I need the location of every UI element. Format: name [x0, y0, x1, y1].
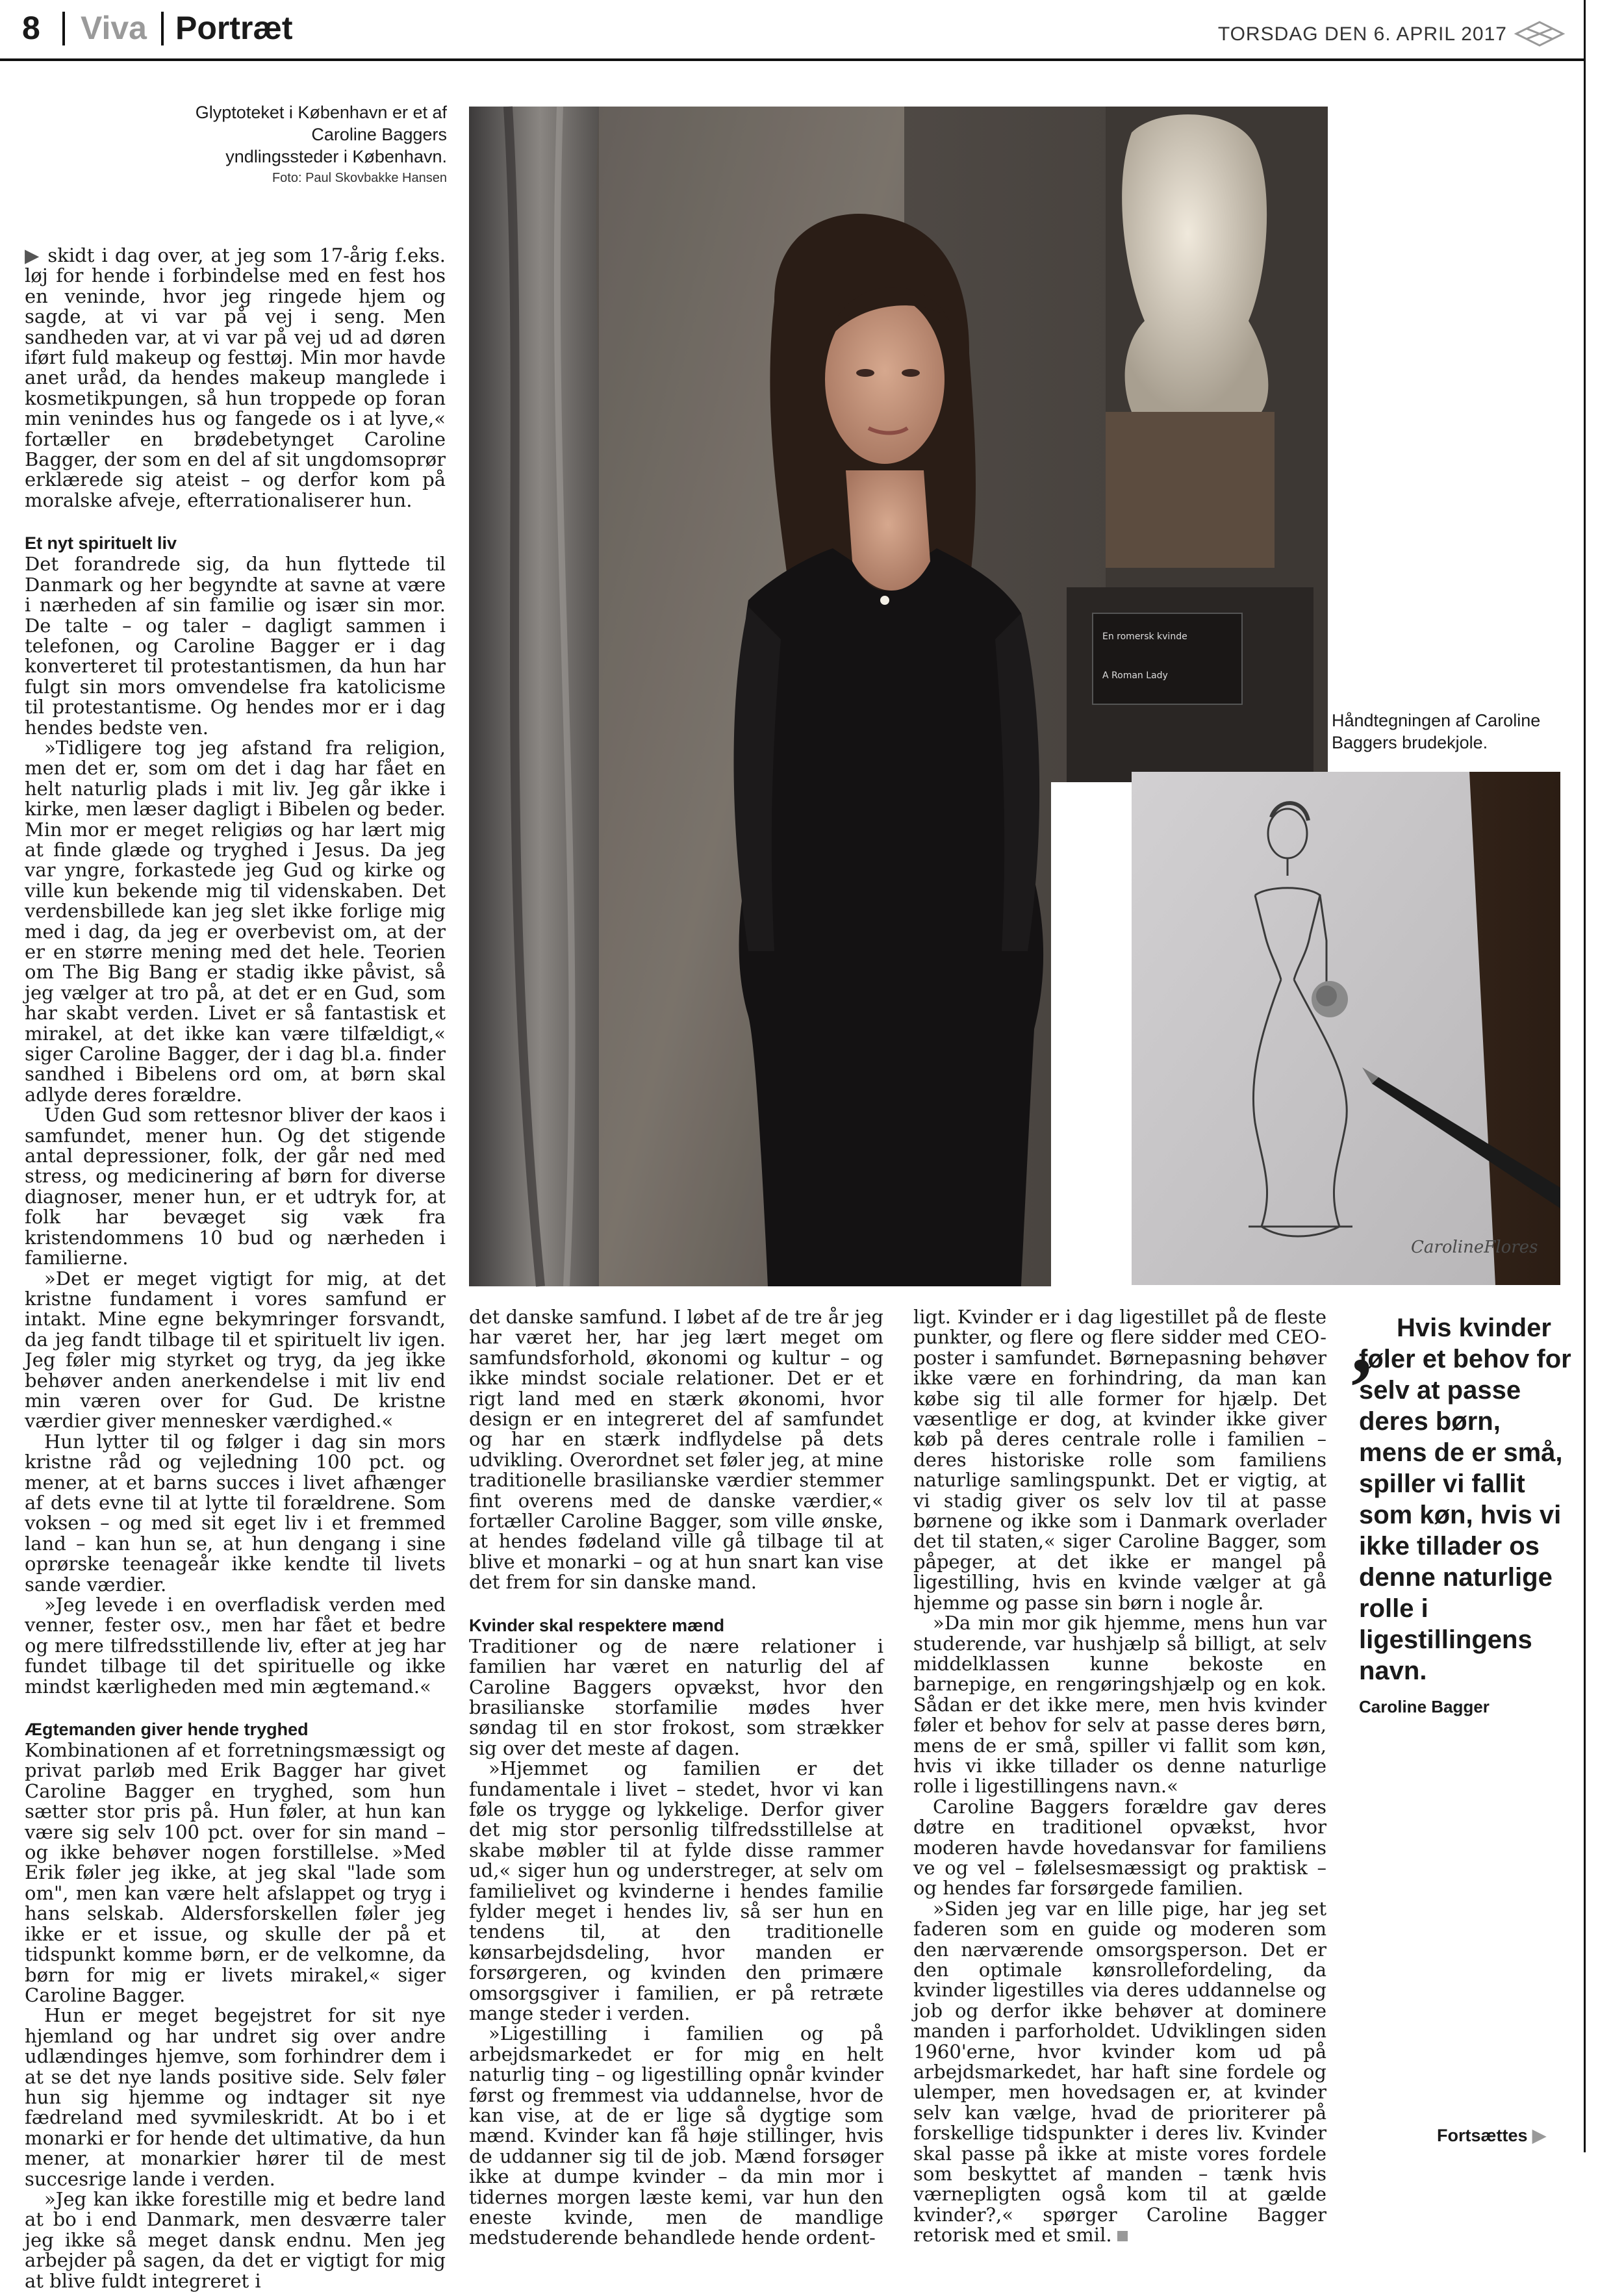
article-column-2	[469, 1307, 883, 2248]
page-header	[0, 0, 1624, 60]
article-column-3	[913, 1307, 1326, 2246]
newspaper-logo-icon	[1514, 19, 1566, 48]
article-end-mark	[1117, 2231, 1128, 2241]
pull-quote-attribution: Caroline Bagger	[1359, 1697, 1490, 1716]
quote-mark-icon: ,	[1351, 1297, 1373, 1391]
sketch-photo	[1132, 772, 1560, 1285]
paragraph: Kombinationen af et forretningsmæssigt og privat parløb med Erik Bagger har givet Caroline Bagger en tryghed, som hun sætter stor pris på. Hun føler, at hun kan være sig selv 100 pct. over for sin mand – og ikke behøver nogen forstillelse. »Med Erik føler jeg ikke, at jeg skal "lade som om", men kan være helt afslappet og tryg i hans selskab. Aldersforskellen føler jeg ikke er et issue, og skulle der på et tidspunkt komme børn, er de velkomne, da børn for mig er livets mirakel,« siger Caroline Bagger.	[25, 1739, 446, 2006]
caption-text: Glyptoteket i København er et af Caroline Baggers yndlingssteder i København.	[195, 103, 447, 166]
header-divider	[62, 12, 65, 45]
right-border-rule	[1584, 0, 1586, 2152]
paragraph: »Jeg kan ikke forestille mig et bedre land at bo i end Danmark, men desværre taler jeg ikke så meget dansk endnu. Men jeg arbejder på sagen, da det er vigtigt for mig at blive fuldt integreret i	[25, 2187, 446, 2292]
paragraph: Hun lytter til og følger i dag sin mors kristne råd og vejledning 100 pct. og mener, at et barns succes i livet afhænger af dets evne til at lytte til forældrene. Som voksen – og med sit eget liv i et fremmed land – kan hun se, at hun dengang i sine oprørske teenageår ikke kendte til livets sande værdier.	[25, 1430, 446, 1596]
article-column-1	[25, 246, 446, 2291]
section-name: Viva	[81, 10, 147, 46]
header-divider	[161, 12, 164, 45]
subheading: Et nyt spirituelt liv	[25, 533, 177, 554]
pull-quote-text: Hvis kvinder føler et behov for selv at passe deres børn, mens de er små, spiller vi fallit som køn, hvis vi ikke tillader os denne naturlige rolle i ligestillingens navn.	[1359, 1314, 1571, 1685]
paragraph: Hun er meget begejstret for sit nye hjemland og har undret sig over andre udlændinges hjemve, som forhindrer dem i at se det nye lands positive side. Selv føler hun sig hjemme og indtager sit nye fædreland med syvmileskridt. At bo i et monarki er for hende det ultimative, da hun mener, at monarkier hører til de mest succesrige lande i verden.	[25, 2004, 446, 2190]
paragraph: »Det er meget vigtigt for mig, at det kristne fundament i vores samfund er intakt. Mine egne bekymringer forsvandt, da jeg fandt tilbage til et spirituelt liv igen. Jeg føler mig styrket og tryg, da jeg ikke behøver anden anerkendelse i mit liv end min væren over for Gud. De kristne værdier giver mennesker værdighed.«	[25, 1267, 446, 1433]
continued-arrow-icon: ▶	[25, 244, 48, 266]
continued-text: Fortsættes	[1437, 2126, 1528, 2145]
subheading: Kvinder skal respektere mænd	[469, 1615, 725, 1635]
paragraph: »Ligestilling i familien og på arbejdsmarkedet er for mig en helt naturlig ting – og ligestilling opnår kvinder først og fremmest via uddannelse, hvor de kan vise, at de er lige så dygtige som mænd. Kvinder kan få høje stillinger, hvis de uddanner sig til de job. Mænd forsøger ikke at dumpe kvinder – da min mor i tidernes morgen læste kemi, var hun den eneste kvinde, men de mandlige medstuderende behandlede hende ordent-	[469, 2022, 883, 2249]
plaque-subtitle: A Roman Lady	[1102, 670, 1168, 681]
subheading: Ægtemanden giver hende tryghed	[25, 1720, 309, 1740]
paragraph: »Tidligere tog jeg afstand fra religion, men det er, som om det i dag har fået en helt naturlig plads i mit liv. Jeg går ikke i kirke, men læser dagligt i Bibelen og beder. Min mor er meget religiøs og har lært mig at finde glæde og tryghed i Jesus. Da jeg var yngre, forkastede jeg Gud og kirke og ville kun bekende mig til videnskaben. Det verdensbillede kan jeg slet ikke forlige mig med i dag, da jeg er overbevist om, at der er en større mening med det hele. Teorien om The Big Bang er stadig ikke påvist, så jeg vælger at tro på, at det er en Gud, som har skabt verden. Livet er så fantastisk et mirakel, at det ikke kan være tilfældigt,« siger Caroline Bagger, der i dag bl.a. finder sandhed i Bibelens ord om, at børn skal adlyde deres forældre.	[25, 736, 446, 1106]
paragraph	[913, 1899, 1326, 2246]
paragraph: Det forandrede sig, da hun flyttede til Danmark og her begyndte at savne at være i nærheden af sin familie og især sin mor. De talte – og taler – dagligt sammen i telefonen, og Caroline Bagger er i dag konverteret til protestantismen, da hun har fulgt sin mors omvendelse fra katolicisme til protestantisme. Og hendes mor er i dag hendes bedste ven.	[25, 553, 446, 739]
subsection-name: Portræt	[175, 10, 293, 46]
page-number: 8	[22, 10, 40, 46]
paragraph-text: skidt i dag over, at jeg som 17-årig f.eks. løj for hende i forbindelse med en fest hos en veninde, hvor jeg ringede hjem og sagde, at vi var på vej i seng. Men sandheden var, at vi var på vej ud ad døren iført fuld makeup og festtøj. Min mor havde anet uråd, da hendes makeup manglede i kosmetikpungen, så hun troppede op foran min venindes hus og fangede os i at lyve,« fortæller en brødebetynget Caroline Bagger, der som en del af sit ungdomsoprør erklærede sig ateist – og derfor kom på moralske afveje, efterrationaliserer hun.	[25, 244, 446, 511]
paragraph: Traditioner og de nære relationer i familien har været en naturlig del af Caroline Baggers opvækst, hvor den brasilianske storfamilie mødes hver søndag til en stor frokost, som strækker sig over det meste af dagen.	[469, 1635, 883, 1759]
pull-quote	[1351, 1297, 1572, 1718]
sketch-signature: CarolineFlores	[1411, 1238, 1538, 1257]
paragraph: Uden Gud som rettesnor bliver der kaos i samfundet, mener hun. Og det stigende antal depressioner, folk, der går ned med stress, og medicinering af børn for diverse diagnoser, mener hun, er et udtryk for, at folk har bevæget sig væk fra kristendommens 10 bud og nærheden i familierne.	[25, 1104, 446, 1269]
continued-arrow-icon: ▶	[1532, 2126, 1546, 2145]
paragraph: ligt. Kvinder er i dag ligestillet på de fleste punkter, og flere og flere sidder med CEO-poster i samfundet. Børnepasning behøver ikke være en forhindring, da man kan købe sig til alle former for hjælp. Det væsentlige er dog, at kvinder ikke giver køb på deres centrale rolle i familien – deres historiske rolle som familiens naturlige samlingspunkt. Det er vigtig, at vi stadig giver os selv lov til at passe børnene og ikke som i Danmark overlader det til staten,« siger Caroline Bagger, som påpeger, at det ikke er mangel på ligestilling, hvis en kvinde vælger at gå hjemme og passe sin børn i nogle år.	[913, 1306, 1326, 1614]
sketch-caption: Håndtegningen af Caroline Baggers brudekjole.	[1332, 711, 1541, 752]
paragraph	[25, 246, 446, 511]
paragraph: »Da min mor gik hjemme, mens hun var studerende, var hushjælp så billigt, at selv middelklassen kunne bekoste en barnepige, en rengøringshjælp og en kok. Sådan er det ikke mere, men hvis kvinder føler et behov for selv at passe deres børn, mens de er små, spiller vi fallit som køn, hvis vi ikke tillader os denne naturlige rolle i ligestillingens navn.«	[913, 1612, 1326, 1798]
plaque-title: En romersk kvinde	[1102, 631, 1187, 642]
paragraph: »Hjemmet og familien er det fundamentale i livet – stedet, hvor vi kan føle os trygge og lykkelige. Derfor giver det mig stor personlig tilfredsstillelse at skabe møbler til at fylde disse rammer ud,« siger hun og understreger, at selv om familielivet og kvinderne i hendes familie fylder meget i hendes liv, så ser hun en tendens til, at den traditionelle kønsarbejdsdeling, hvor manden er forsørgeren, og kvinden den primære omsorgsgiver i familien, er på retræte mange steder i verden.	[469, 1757, 883, 2024]
paragraph: Caroline Baggers forældre gav deres døtre en traditionel opvækst, hvor moderen havde hovedansvar for familiens ve og vel – følelsesmæssigt og praktisk – og hendes far forsørgede familien.	[913, 1795, 1326, 1900]
paragraph: det danske samfund. I løbet af de tre år jeg har været her, har jeg lært meget om samfundsforhold, økonomi og kultur – og ikke mindst sociale relationer. Det er et rigt land med en stærk økonomi, hvor design er en integreret del af samfundet og har en stærk indflydelse på dets udvikling. Overordnet set føler jeg, at mine traditionelle brasilianske værdier stemmer fint overens med de danske værdier,« fortæller Caroline Bagger, som ville ønske, at hendes fødeland ville gå tilbage til at blive et monarki – og at hun snart kan vise det frem for sin danske mand.	[469, 1306, 883, 1594]
paragraph: »Jeg levede i en overfladisk verden med venner, fester osv., men har fået et bedre og mere tilfredsstillende liv, efter at jeg har fundet tilbage til det spirituelle og ikke mindst kærligheden med min ægtemand.«	[25, 1594, 446, 1698]
wedding-dress-sketch-image	[1132, 772, 1560, 1285]
continued-label	[1437, 2126, 1546, 2146]
paragraph-text: »Siden jeg var en lille pige, har jeg set faderen som en guide og moderen som den nærværende omsorgsperson. Det er den optimale kønsrollefordeling, da kvinder ligestilles via deres uddannelse og job og derfor ikke behøver at dominere manden i parforholdet. Udviklingen siden 1960'erne, hvor kvinder kom ud på arbejdsmarkedet, har haft sine fordele og ulemper, men hovedsagen er, at kvinder selv kan vælge, hvad de prioriterer på forskellige tidspunkter i deres liv. Kvinder skal passe på ikke at miste vores fordele som beskyttet af manden – tænk hvis værnepligten også kom til at gælde kvinder?,« spørger Caroline Bagger retorisk med et smil.	[913, 1897, 1326, 2247]
issue-date: TORSDAG DEN 6. APRIL 2017	[1217, 23, 1507, 45]
photo-credit: Foto: Paul Skovbakke Hansen	[272, 171, 447, 185]
main-photo-caption	[195, 101, 447, 188]
header-rule	[0, 58, 1585, 61]
